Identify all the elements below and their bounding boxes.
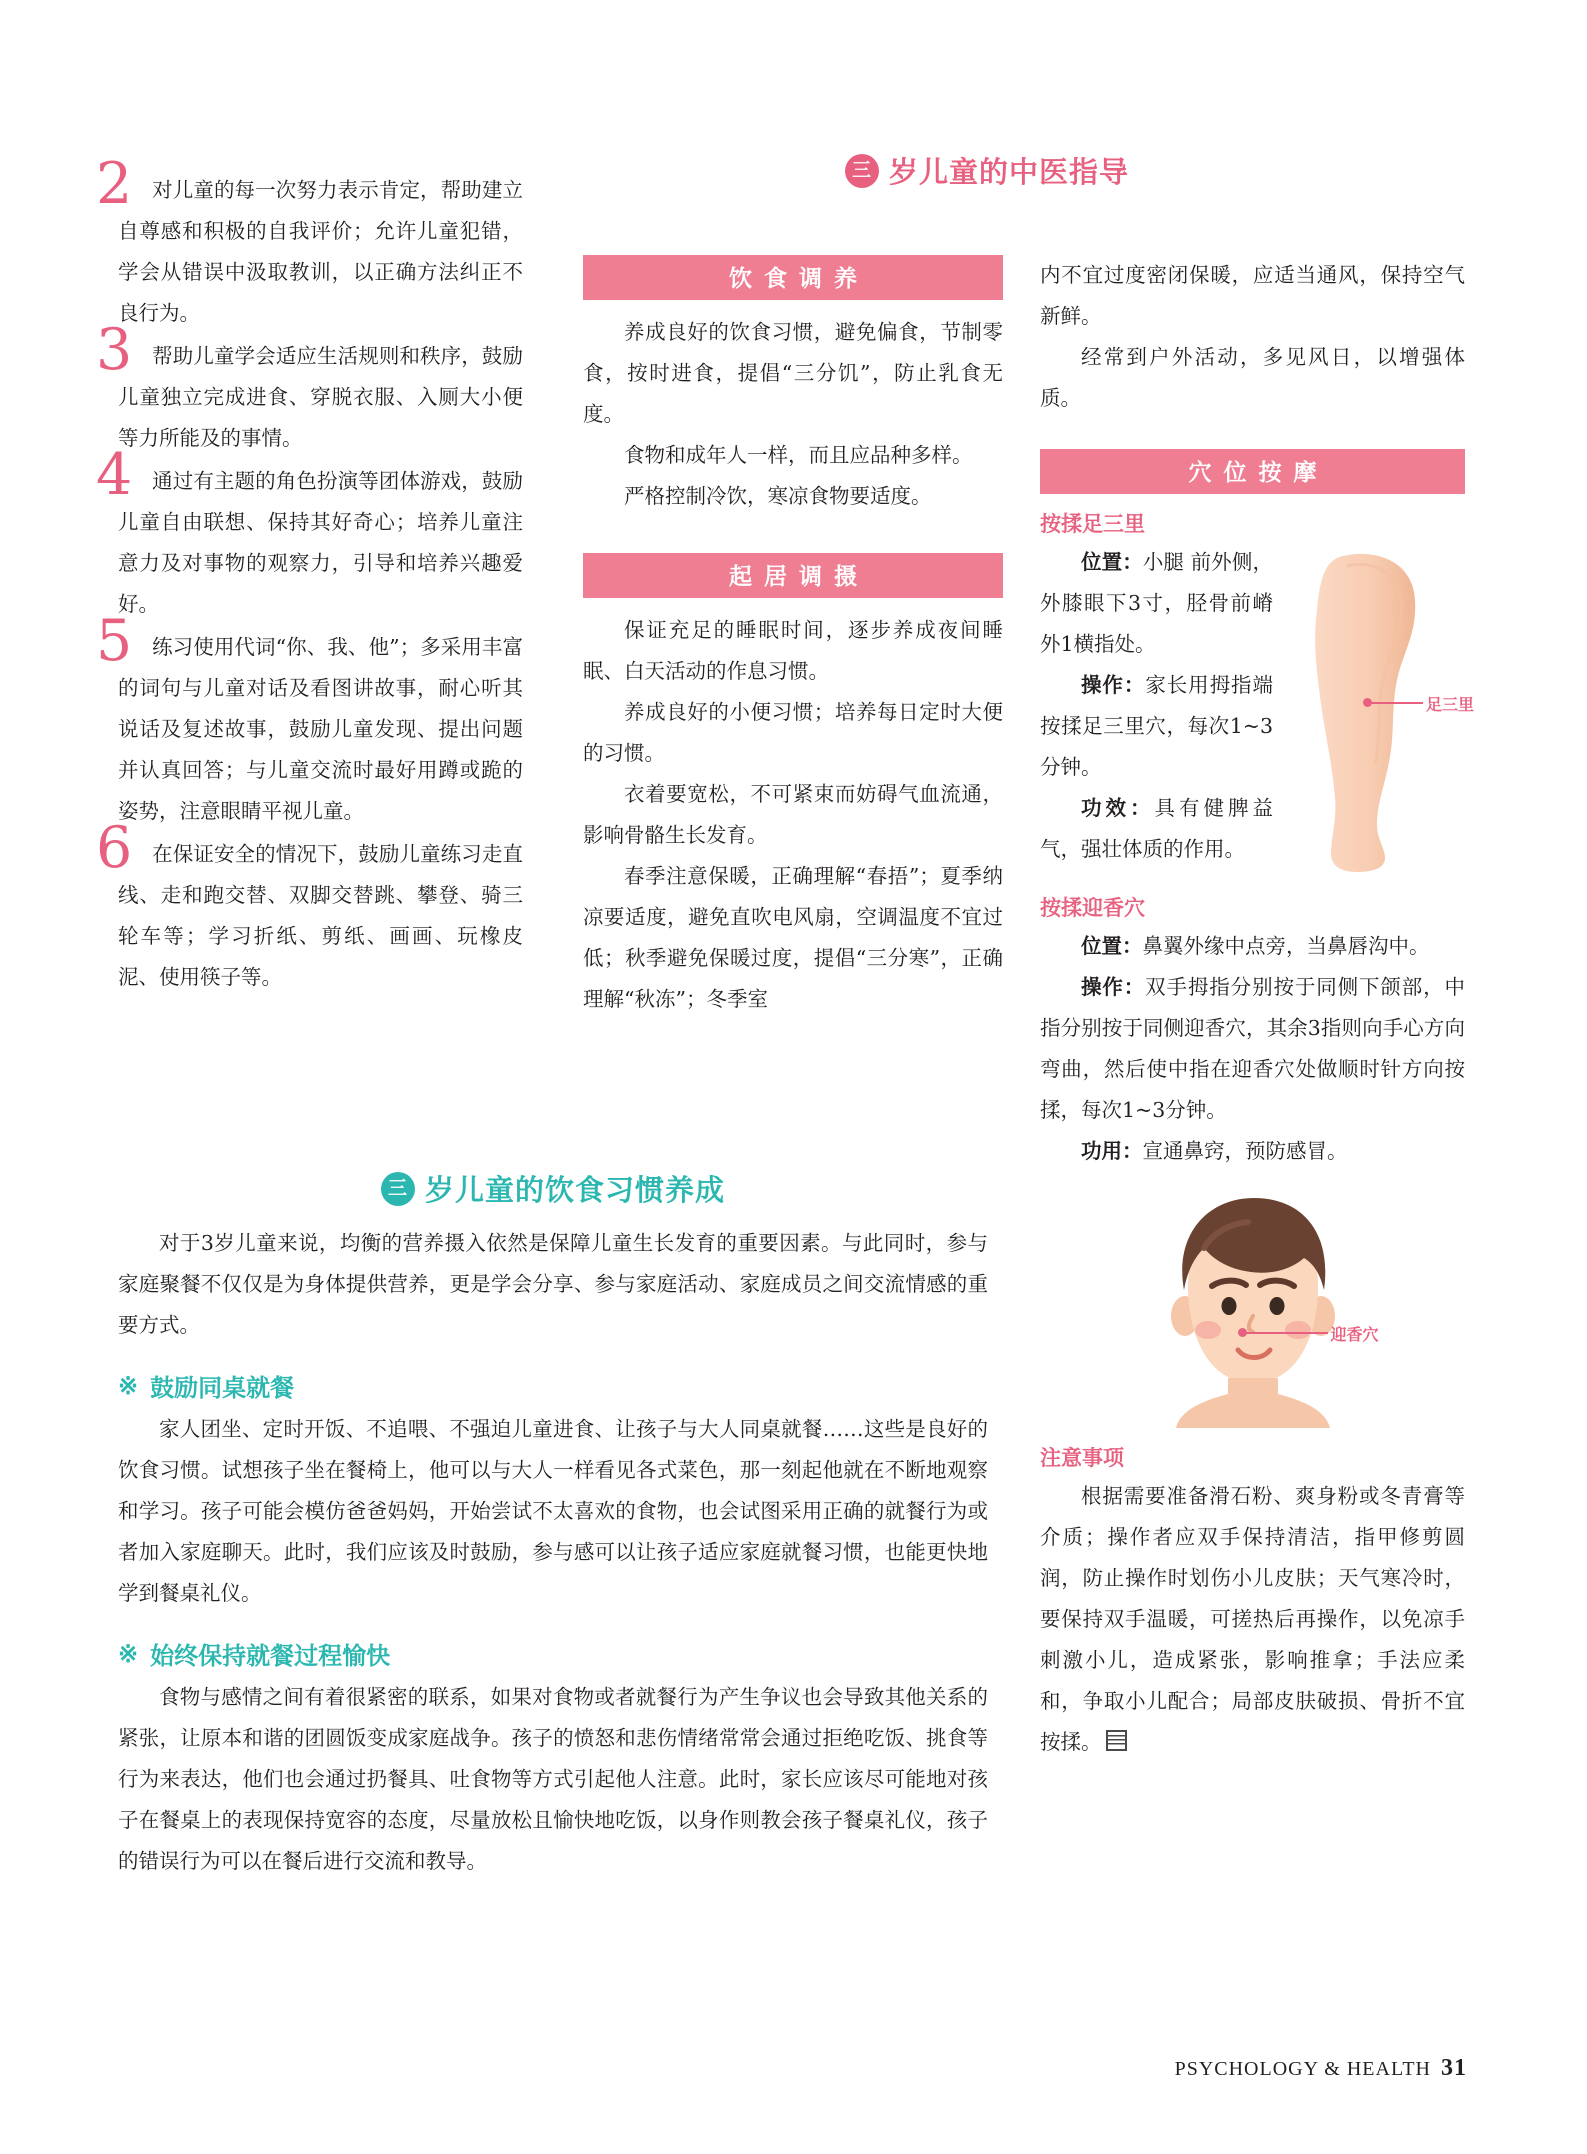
zusanli-operation: 操作：家长用拇指端按揉足三里穴，每次1~3分钟。 bbox=[1040, 673, 1273, 779]
routine-para-4: 春季注意保暖，正确理解“春捂”；夏季纳凉要适度，避免直吹电风扇，空调温度不宜过低；秋季避免保暖过度，提倡“三分寒”，正确理解“秋冻”；冬季室 bbox=[583, 864, 1003, 1011]
item-number: 2 bbox=[96, 151, 133, 217]
item-number: 4 bbox=[96, 442, 133, 508]
leg-illustration bbox=[1285, 548, 1475, 878]
pleasant-meal-paragraph: 食物与感情之间有着很紧密的联系，如果对食物或者就餐行为产生争议也会导致其他关系的紧张，让原本和谐的团圆饭变成家庭战争。孩子的愤怒和悲伤情绪常常会通过拒绝吃饭、挑食等行为来表达，他们也会通过扔餐具、吐食物等方式引起他人注意。此时，家长应该尽可能地对孩子在餐桌上的表现保持宽容的态度，尽量放松且愉快地吃饭，以身作则教会孩子餐桌礼仪，孩子的错误行为可以在餐后进行交流和教导。 bbox=[118, 1685, 988, 1873]
item-number: 3 bbox=[96, 317, 133, 383]
banner-daily-routine: 起居调摄 bbox=[583, 553, 1003, 598]
routine-para-3: 衣着要宽松，不可紧束而妨碍气血流通，影响骨骼生长发育。 bbox=[583, 782, 1003, 847]
page-footer bbox=[1175, 2055, 1467, 2082]
face-svg bbox=[1088, 1178, 1418, 1428]
zusanli-effect: 功效：具有健脾益气，强壮体质的作用。 bbox=[1040, 796, 1273, 861]
bottom-heading-text: 岁儿童的饮食习惯养成 bbox=[424, 1173, 725, 1207]
subheading-pleasant-meal bbox=[118, 1636, 988, 1671]
subheading-same-table bbox=[118, 1368, 988, 1403]
item-text: 帮助儿童学会适应生活规则和秩序，鼓励儿童独立完成进食、穿脱衣服、入厕大小便等力所能及的事情。 bbox=[118, 344, 523, 450]
page-main-heading bbox=[845, 150, 1465, 191]
notes-paragraph: 根据需要准备滑石粉、爽身粉或冬青膏等介质；操作者应双手保持清洁，指甲修剪圆润，防止操作时划伤小儿皮肤；天气寒冷时，要保持双手温暖，可搓热后再操作，以免凉手刺激小儿，造成紧张，影响推拿；手法应柔和，争取小儿配合；局部皮肤破损、骨折不宜按揉。 bbox=[1040, 1484, 1465, 1754]
bottom-section bbox=[118, 1168, 988, 1882]
end-mark-icon bbox=[1106, 1730, 1127, 1751]
numbered-item bbox=[96, 442, 523, 625]
diet-para-2: 食物和成年人一样，而且应品种多样。 bbox=[624, 443, 973, 467]
page-number: 31 bbox=[1441, 2055, 1467, 2081]
zusanli-leader-line bbox=[1371, 702, 1423, 704]
yingxiang-leader-line bbox=[1246, 1332, 1328, 1334]
item-text: 通过有主题的角色扮演等团体游戏，鼓励儿童自由联想、保持其好奇心；培养儿童注意力及对事物的观察力，引导和培养兴趣爱好。 bbox=[118, 469, 523, 616]
item-text: 在保证安全的情况下，鼓励儿童练习走直线、走和跑交替、双脚交替跳、攀登、骑三轮车等；学习折纸、剪纸、画画、玩橡皮泥、使用筷子等。 bbox=[118, 842, 523, 989]
item-text: 对儿童的每一次努力表示肯定，帮助建立自尊感和积极的自我评价；允许儿童犯错，学会从错误中汲取教训，以正确方法纠正不良行为。 bbox=[118, 178, 523, 325]
numbered-item bbox=[96, 317, 523, 459]
zusanli-location: 位置：小腿 前外侧，外膝眼下3寸，胫骨前嵴外1横指处。 bbox=[1040, 550, 1273, 656]
asterisk-icon: ※ bbox=[118, 1371, 139, 1400]
middle-column bbox=[583, 255, 1003, 1020]
bottom-heading-circle: 三 bbox=[381, 1172, 415, 1206]
right-column bbox=[1040, 255, 1475, 1763]
yingxiang-use: 功用：宣通鼻窍，预防感冒。 bbox=[1081, 1139, 1348, 1163]
right-para-top-2: 经常到户外活动，多见风日，以增强体质。 bbox=[1040, 345, 1465, 410]
heading-circle-number: 三 bbox=[845, 154, 879, 188]
subheading-zusanli: 按揉足三里 bbox=[1040, 511, 1145, 536]
routine-para-2: 养成良好的小便习惯；培养每日定时大便的习惯。 bbox=[583, 700, 1003, 765]
item-number: 5 bbox=[96, 608, 133, 674]
asterisk-icon: ※ bbox=[118, 1639, 139, 1668]
banner-diet: 饮食调养 bbox=[583, 255, 1003, 300]
routine-para-1: 保证充足的睡眠时间，逐步养成夜间睡眠、白天活动的作息习惯。 bbox=[583, 618, 1003, 683]
yingxiang-label: 迎香穴 bbox=[1330, 1325, 1379, 1344]
numbered-item bbox=[96, 151, 523, 334]
subheading-notes: 注意事项 bbox=[1040, 1445, 1124, 1470]
right-para-top-1: 内不宜过度密闭保暖，应适当通风，保持空气新鲜。 bbox=[1040, 263, 1465, 328]
item-text: 练习使用代词“你、我、他”；多采用丰富的词句与儿童对话及看图讲故事，耐心听其说话及复述故事，鼓励儿童发现、提出问题并认真回答；与儿童交流时最好用蹲或跪的姿势，注意眼睛平视儿童。 bbox=[118, 635, 523, 823]
yingxiang-operation: 操作：双手拇指分别按于同侧下颌部，中指分别按于同侧迎香穴，其余3指则向手心方向弯曲，然后使中指在迎香穴处做顺时针方向按揉，每次1~3分钟。 bbox=[1040, 975, 1466, 1122]
numbered-item bbox=[96, 815, 523, 998]
diet-para-1: 养成良好的饮食习惯，避免偏食，节制零食，按时进食，提倡“三分饥”，防止乳食无度。 bbox=[583, 320, 1003, 426]
footer-title: PSYCHOLOGY & HEALTH bbox=[1174, 2058, 1431, 2080]
diet-para-3: 严格控制冷饮，寒凉食物要适度。 bbox=[624, 484, 932, 508]
same-table-paragraph: 家人团坐、定时开饭、不追喂、不强迫儿童进食、让孩子与大人同桌就餐……这些是良好的饮食习惯。试想孩子坐在餐椅上，他可以与大人一样看见各式菜色，那一刻起他就在不断地观察和学习。孩子可能会模仿爸爸妈妈，开始尝试不太喜欢的食物，也会试图采用正确的就餐行为或者加入家庭聊天。此时，我们应该及时鼓励，参与感可以让孩子适应家庭就餐习惯，也能更快地学到餐桌礼仪。 bbox=[118, 1417, 988, 1605]
bottom-intro: 对于3岁儿童来说，均衡的营养摄入依然是保障儿童生长发育的重要因素。与此同时，参与家庭聚餐不仅仅是为身体提供营养，更是学会分享、参与家庭活动、家庭成员之间交流情感的重要方式。 bbox=[118, 1231, 988, 1337]
subheading-same-table-text: 鼓励同桌就餐 bbox=[150, 1373, 295, 1402]
bottom-section-heading bbox=[118, 1168, 988, 1209]
banner-acupoint-massage: 穴位按摩 bbox=[1040, 449, 1465, 494]
subheading-pleasant-meal-text: 始终保持就餐过程愉快 bbox=[150, 1641, 391, 1670]
face-illustration bbox=[1088, 1178, 1418, 1428]
yingxiang-location: 位置：鼻翼外缘中点旁，当鼻唇沟中。 bbox=[1081, 934, 1430, 958]
zusanli-label: 足三里 bbox=[1426, 695, 1475, 714]
item-number: 6 bbox=[96, 815, 133, 881]
left-column bbox=[96, 151, 523, 1000]
heading-text: 岁儿童的中医指导 bbox=[889, 155, 1130, 189]
subheading-yingxiang: 按揉迎香穴 bbox=[1040, 895, 1145, 920]
numbered-item bbox=[96, 608, 523, 832]
